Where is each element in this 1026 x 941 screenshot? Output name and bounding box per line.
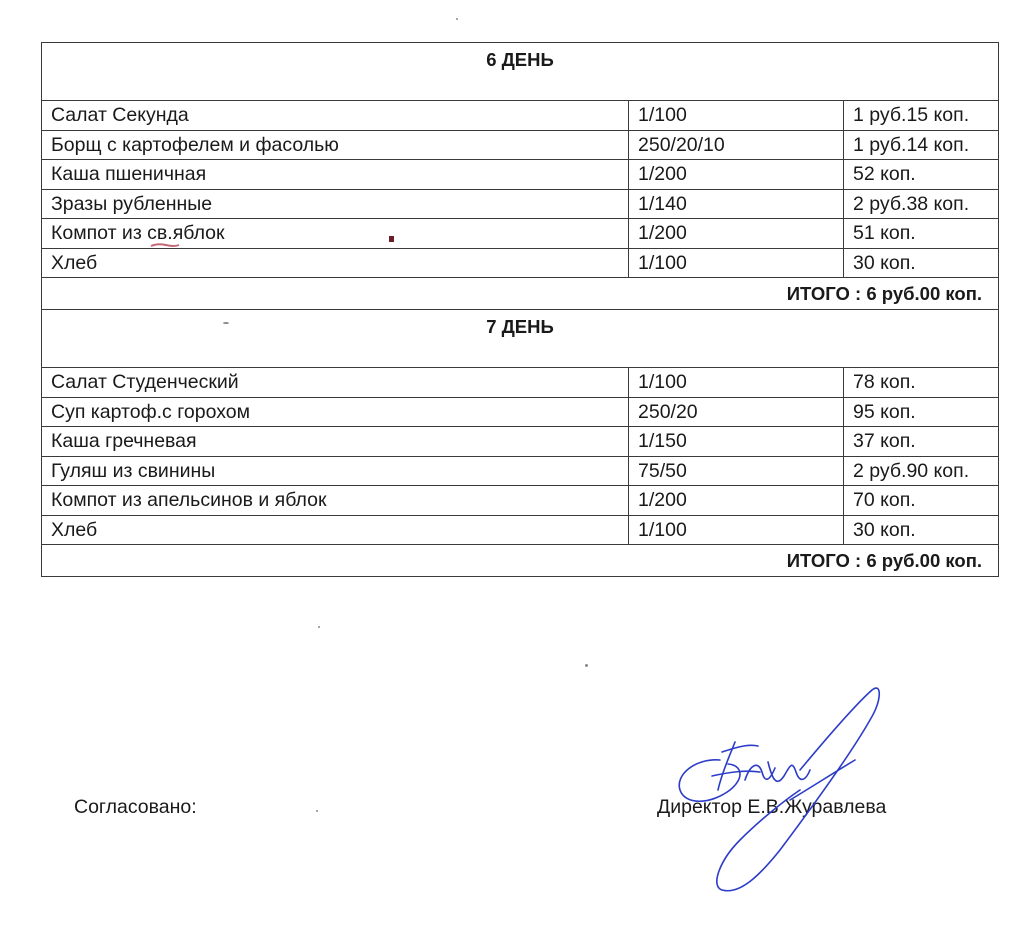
director-signature-line: Директор Е.В.Журавлева <box>657 796 887 818</box>
dish-name: Хлеб <box>42 248 629 278</box>
dust-speck <box>223 322 229 324</box>
menu-table-body <box>42 43 999 577</box>
dish-price: 95 коп. <box>844 397 999 427</box>
ink-dot-mark <box>389 236 394 242</box>
dish-name: Суп картоф.с горохом <box>42 397 629 427</box>
handwritten-signature <box>650 680 890 900</box>
dish-price: 51 коп. <box>844 219 999 249</box>
dish-portion: 250/20/10 <box>629 130 844 160</box>
table-row <box>42 427 999 457</box>
day-title: 7 ДЕНЬ <box>42 310 999 368</box>
table-row <box>42 397 999 427</box>
dish-name: Зразы рубленные <box>42 189 629 219</box>
dish-price: 1 руб.14 коп. <box>844 130 999 160</box>
dish-portion: 1/140 <box>629 189 844 219</box>
dish-portion: 1/200 <box>629 160 844 190</box>
dish-portion: 1/200 <box>629 486 844 516</box>
dish-price: 70 коп. <box>844 486 999 516</box>
table-row <box>42 456 999 486</box>
table-row <box>42 486 999 516</box>
ink-stain-mark <box>150 236 180 244</box>
day-total: ИТОГО : 6 руб.00 коп. <box>42 545 999 577</box>
approved-label: Согласовано: <box>74 796 197 818</box>
menu-table <box>41 42 999 577</box>
table-row <box>42 101 999 131</box>
dish-price: 1 руб.15 коп. <box>844 101 999 131</box>
total-row <box>42 545 999 577</box>
table-row <box>42 515 999 545</box>
table-row <box>42 248 999 278</box>
dish-portion: 1/150 <box>629 427 844 457</box>
dish-name: Каша гречневая <box>42 427 629 457</box>
dish-name: Хлеб <box>42 515 629 545</box>
dish-portion: 75/50 <box>629 456 844 486</box>
dish-portion: 1/100 <box>629 368 844 398</box>
table-row <box>42 130 999 160</box>
total-row <box>42 278 999 310</box>
dish-portion: 1/200 <box>629 219 844 249</box>
dish-name: Борщ с картофелем и фасолью <box>42 130 629 160</box>
dish-name: Гуляш из свинины <box>42 456 629 486</box>
day-total: ИТОГО : 6 руб.00 коп. <box>42 278 999 310</box>
dish-price: 37 коп. <box>844 427 999 457</box>
day-title: 6 ДЕНЬ <box>42 43 999 101</box>
dish-price: 78 коп. <box>844 368 999 398</box>
dish-portion: 1/100 <box>629 515 844 545</box>
day-header-row <box>42 310 999 368</box>
table-row <box>42 219 999 249</box>
dust-speck <box>456 18 458 20</box>
dust-speck <box>585 664 588 667</box>
dish-name: Компот из апельсинов и яблок <box>42 486 629 516</box>
table-row <box>42 160 999 190</box>
table-row <box>42 368 999 398</box>
dish-portion: 1/100 <box>629 248 844 278</box>
table-row <box>42 189 999 219</box>
dish-portion: 250/20 <box>629 397 844 427</box>
dish-name: Салат Секунда <box>42 101 629 131</box>
dish-name: Салат Студенческий <box>42 368 629 398</box>
dish-price: 30 коп. <box>844 248 999 278</box>
day-header-row <box>42 43 999 101</box>
dust-speck <box>318 626 320 628</box>
dish-name: Каша пшеничная <box>42 160 629 190</box>
dish-name: Компот из св.яблок <box>42 219 629 249</box>
dish-price: 2 руб.38 коп. <box>844 189 999 219</box>
dish-price: 52 коп. <box>844 160 999 190</box>
dish-price: 2 руб.90 коп. <box>844 456 999 486</box>
dish-price: 30 коп. <box>844 515 999 545</box>
dish-portion: 1/100 <box>629 101 844 131</box>
dust-speck <box>316 810 318 812</box>
